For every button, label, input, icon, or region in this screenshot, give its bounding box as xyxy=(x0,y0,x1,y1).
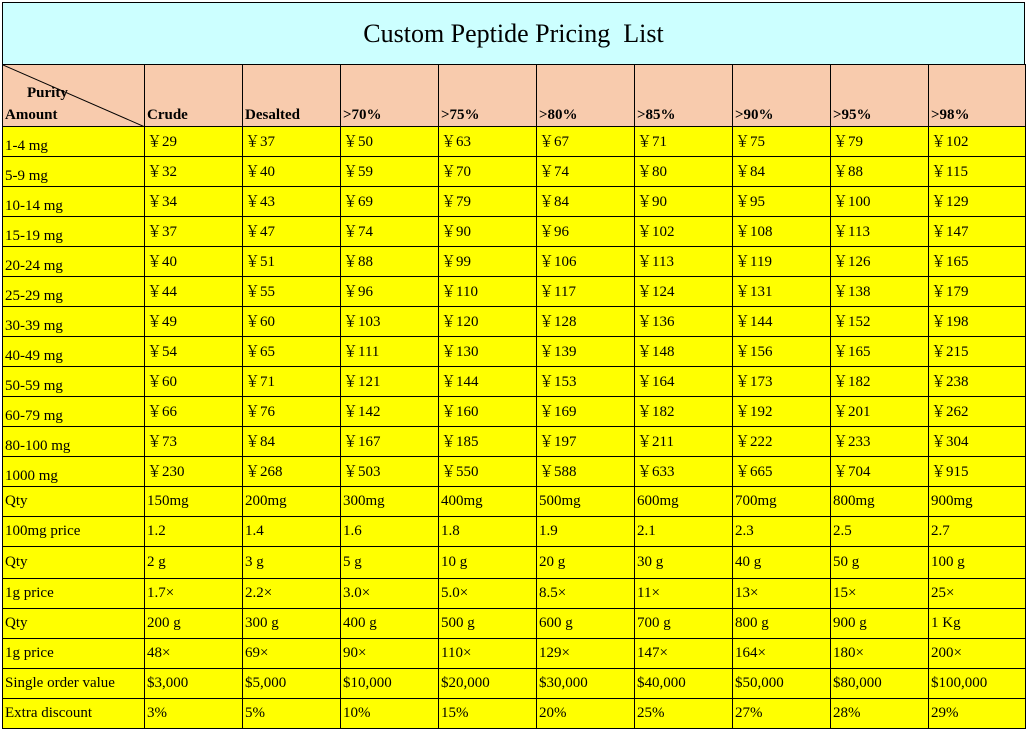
price-cell: ￥88 xyxy=(341,247,439,277)
price-cell: 600mg xyxy=(635,487,733,517)
price-cell: $10,000 xyxy=(341,669,439,699)
price-cell: ￥165 xyxy=(929,247,1026,277)
price-cell: ￥96 xyxy=(341,277,439,307)
price-cell: ￥71 xyxy=(635,127,733,157)
row-label: 60-79 mg xyxy=(3,397,145,427)
purity-axis-label: Purity xyxy=(27,85,68,101)
price-cell: ￥182 xyxy=(635,397,733,427)
column-header: >85% xyxy=(635,65,733,127)
price-cell: ￥136 xyxy=(635,307,733,337)
price-cell: $50,000 xyxy=(733,669,831,699)
price-cell: $40,000 xyxy=(635,669,733,699)
price-cell: 3 g xyxy=(243,547,341,579)
price-cell: 48× xyxy=(145,639,243,669)
price-cell: 30 g xyxy=(635,547,733,579)
price-cell: ￥222 xyxy=(733,427,831,457)
price-cell: 600 g xyxy=(537,609,635,639)
price-cell: ￥84 xyxy=(243,427,341,457)
price-cell: ￥262 xyxy=(929,397,1026,427)
price-cell: ￥201 xyxy=(831,397,929,427)
row-label: 25-29 mg xyxy=(3,277,145,307)
price-cell: ￥66 xyxy=(145,397,243,427)
price-cell: ￥164 xyxy=(635,367,733,397)
price-cell: 500 g xyxy=(439,609,537,639)
price-cell: ￥121 xyxy=(341,367,439,397)
price-cell: 1.4 xyxy=(243,517,341,547)
price-cell: 25× xyxy=(929,579,1026,609)
price-cell: $80,000 xyxy=(831,669,929,699)
price-cell: 3% xyxy=(145,699,243,729)
price-cell: 13× xyxy=(733,579,831,609)
price-cell: 200mg xyxy=(243,487,341,517)
column-header: >70% xyxy=(341,65,439,127)
price-cell: ￥197 xyxy=(537,427,635,457)
price-cell: ￥165 xyxy=(831,337,929,367)
price-cell: 110× xyxy=(439,639,537,669)
price-cell: 800 g xyxy=(733,609,831,639)
price-cell: ￥111 xyxy=(341,337,439,367)
price-cell: ￥50 xyxy=(341,127,439,157)
row-label: 100mg price xyxy=(3,517,145,547)
price-cell: 2.2× xyxy=(243,579,341,609)
price-cell: ￥40 xyxy=(243,157,341,187)
summary-row xyxy=(3,609,1026,639)
price-cell: 700mg xyxy=(733,487,831,517)
sheet-title: Custom Peptide Pricing List xyxy=(2,2,1025,64)
price-cell: 90× xyxy=(341,639,439,669)
price-row xyxy=(3,127,1026,157)
price-cell: ￥88 xyxy=(831,157,929,187)
price-cell: ￥106 xyxy=(537,247,635,277)
price-cell: ￥96 xyxy=(537,217,635,247)
price-cell: 5 g xyxy=(341,547,439,579)
column-header: >80% xyxy=(537,65,635,127)
price-cell: ￥665 xyxy=(733,457,831,487)
price-cell: 300 g xyxy=(243,609,341,639)
price-cell: ￥113 xyxy=(635,247,733,277)
price-cell: $20,000 xyxy=(439,669,537,699)
price-cell: ￥129 xyxy=(929,187,1026,217)
price-cell: ￥84 xyxy=(733,157,831,187)
price-cell: 900mg xyxy=(929,487,1026,517)
price-cell: 15% xyxy=(439,699,537,729)
column-header: >75% xyxy=(439,65,537,127)
price-cell: ￥156 xyxy=(733,337,831,367)
price-cell: 164× xyxy=(733,639,831,669)
price-cell: ￥44 xyxy=(145,277,243,307)
price-cell: ￥139 xyxy=(537,337,635,367)
price-cell: ￥75 xyxy=(733,127,831,157)
price-cell: ￥704 xyxy=(831,457,929,487)
price-cell: ￥153 xyxy=(537,367,635,397)
row-label: 30-39 mg xyxy=(3,307,145,337)
price-cell: 3.0× xyxy=(341,579,439,609)
price-cell: 20% xyxy=(537,699,635,729)
price-cell: ￥131 xyxy=(733,277,831,307)
row-label: 40-49 mg xyxy=(3,337,145,367)
price-row xyxy=(3,187,1026,217)
row-label: 5-9 mg xyxy=(3,157,145,187)
price-cell: 2.5 xyxy=(831,517,929,547)
price-cell: 1.7× xyxy=(145,579,243,609)
price-cell: 28% xyxy=(831,699,929,729)
price-cell: ￥192 xyxy=(733,397,831,427)
price-cell: ￥84 xyxy=(537,187,635,217)
price-cell: 40 g xyxy=(733,547,831,579)
price-cell: 400mg xyxy=(439,487,537,517)
price-cell: ￥124 xyxy=(635,277,733,307)
pricing-table xyxy=(2,64,1026,729)
price-cell: ￥102 xyxy=(635,217,733,247)
price-cell: 2.1 xyxy=(635,517,733,547)
price-cell: 700 g xyxy=(635,609,733,639)
price-cell: ￥211 xyxy=(635,427,733,457)
price-cell: ￥51 xyxy=(243,247,341,277)
price-cell: ￥67 xyxy=(537,127,635,157)
price-cell: ￥32 xyxy=(145,157,243,187)
price-cell: ￥503 xyxy=(341,457,439,487)
price-cell: ￥100 xyxy=(831,187,929,217)
price-row xyxy=(3,397,1026,427)
price-cell: ￥117 xyxy=(537,277,635,307)
price-cell: ￥37 xyxy=(145,217,243,247)
price-cell: 8.5× xyxy=(537,579,635,609)
price-cell: 2.3 xyxy=(733,517,831,547)
price-cell: 27% xyxy=(733,699,831,729)
price-cell: ￥110 xyxy=(439,277,537,307)
price-cell: ￥99 xyxy=(439,247,537,277)
price-cell: $5,000 xyxy=(243,669,341,699)
price-cell: ￥215 xyxy=(929,337,1026,367)
price-cell: ￥74 xyxy=(341,217,439,247)
price-cell: ￥80 xyxy=(635,157,733,187)
price-cell: 1.8 xyxy=(439,517,537,547)
price-cell: 180× xyxy=(831,639,929,669)
summary-row xyxy=(3,517,1026,547)
row-label: Qty xyxy=(3,487,145,517)
price-cell: ￥152 xyxy=(831,307,929,337)
price-cell: ￥182 xyxy=(831,367,929,397)
price-cell: ￥43 xyxy=(243,187,341,217)
price-cell: ￥90 xyxy=(635,187,733,217)
price-cell: ￥71 xyxy=(243,367,341,397)
price-cell: ￥79 xyxy=(439,187,537,217)
price-cell: ￥102 xyxy=(929,127,1026,157)
column-header: Desalted xyxy=(243,65,341,127)
price-cell: 1 Kg xyxy=(929,609,1026,639)
price-row xyxy=(3,427,1026,457)
price-row xyxy=(3,337,1026,367)
amount-axis-label: Amount xyxy=(5,107,58,123)
price-cell: ￥304 xyxy=(929,427,1026,457)
price-cell: ￥73 xyxy=(145,427,243,457)
row-label: 1-4 mg xyxy=(3,127,145,157)
price-cell: ￥185 xyxy=(439,427,537,457)
price-cell: ￥76 xyxy=(243,397,341,427)
price-cell: ￥167 xyxy=(341,427,439,457)
price-cell: ￥144 xyxy=(439,367,537,397)
price-cell: ￥119 xyxy=(733,247,831,277)
price-cell: 25% xyxy=(635,699,733,729)
price-cell: ￥633 xyxy=(635,457,733,487)
price-cell: ￥550 xyxy=(439,457,537,487)
price-cell: ￥70 xyxy=(439,157,537,187)
pricing-sheet xyxy=(2,2,1025,729)
price-cell: 900 g xyxy=(831,609,929,639)
price-row xyxy=(3,307,1026,337)
price-cell: ￥65 xyxy=(243,337,341,367)
price-cell: ￥198 xyxy=(929,307,1026,337)
summary-row xyxy=(3,579,1026,609)
price-cell: ￥915 xyxy=(929,457,1026,487)
price-cell: $100,000 xyxy=(929,669,1026,699)
price-cell: 400 g xyxy=(341,609,439,639)
row-label: Single order value xyxy=(3,669,145,699)
price-cell: ￥34 xyxy=(145,187,243,217)
price-cell: 2.7 xyxy=(929,517,1026,547)
summary-row xyxy=(3,547,1026,579)
price-cell: ￥169 xyxy=(537,397,635,427)
price-cell: ￥40 xyxy=(145,247,243,277)
price-cell: ￥55 xyxy=(243,277,341,307)
summary-row xyxy=(3,699,1026,729)
price-cell: ￥29 xyxy=(145,127,243,157)
price-cell: ￥69 xyxy=(341,187,439,217)
price-cell: ￥63 xyxy=(439,127,537,157)
price-cell: ￥95 xyxy=(733,187,831,217)
price-row xyxy=(3,247,1026,277)
price-row xyxy=(3,277,1026,307)
price-cell: 800mg xyxy=(831,487,929,517)
price-cell: ￥148 xyxy=(635,337,733,367)
price-cell: ￥147 xyxy=(929,217,1026,247)
row-label: Extra discount xyxy=(3,699,145,729)
price-cell: ￥90 xyxy=(439,217,537,247)
price-row xyxy=(3,367,1026,397)
price-cell: ￥60 xyxy=(243,307,341,337)
price-cell: 1.9 xyxy=(537,517,635,547)
price-cell: 147× xyxy=(635,639,733,669)
price-cell: ￥60 xyxy=(145,367,243,397)
price-cell: ￥238 xyxy=(929,367,1026,397)
price-cell: ￥103 xyxy=(341,307,439,337)
row-label: 1g price xyxy=(3,639,145,669)
row-label: 15-19 mg xyxy=(3,217,145,247)
price-cell: ￥120 xyxy=(439,307,537,337)
summary-row xyxy=(3,639,1026,669)
row-label: 80-100 mg xyxy=(3,427,145,457)
row-label: 1000 mg xyxy=(3,457,145,487)
price-cell: ￥126 xyxy=(831,247,929,277)
price-cell: 1.2 xyxy=(145,517,243,547)
price-cell: ￥54 xyxy=(145,337,243,367)
price-cell: ￥128 xyxy=(537,307,635,337)
price-cell: ￥233 xyxy=(831,427,929,457)
price-cell: 10% xyxy=(341,699,439,729)
price-cell: ￥47 xyxy=(243,217,341,247)
price-cell: ￥144 xyxy=(733,307,831,337)
price-cell: 5.0× xyxy=(439,579,537,609)
column-header: Crude xyxy=(145,65,243,127)
price-cell: ￥59 xyxy=(341,157,439,187)
price-cell: ￥115 xyxy=(929,157,1026,187)
price-cell: 150mg xyxy=(145,487,243,517)
price-cell: 29% xyxy=(929,699,1026,729)
price-cell: 11× xyxy=(635,579,733,609)
column-header: >98% xyxy=(929,65,1026,127)
price-cell: 200× xyxy=(929,639,1026,669)
row-label: 1g price xyxy=(3,579,145,609)
price-cell: 200 g xyxy=(145,609,243,639)
row-label: 20-24 mg xyxy=(3,247,145,277)
summary-row xyxy=(3,487,1026,517)
price-cell: $3,000 xyxy=(145,669,243,699)
price-row xyxy=(3,457,1026,487)
corner-header-cell xyxy=(3,65,145,127)
price-cell: 10 g xyxy=(439,547,537,579)
price-cell: $30,000 xyxy=(537,669,635,699)
summary-row xyxy=(3,669,1026,699)
price-cell: 50 g xyxy=(831,547,929,579)
price-cell: ￥230 xyxy=(145,457,243,487)
row-label: 10-14 mg xyxy=(3,187,145,217)
price-cell: 5% xyxy=(243,699,341,729)
row-label: Qty xyxy=(3,547,145,579)
price-cell: ￥108 xyxy=(733,217,831,247)
price-cell: ￥160 xyxy=(439,397,537,427)
price-cell: ￥179 xyxy=(929,277,1026,307)
price-cell: 129× xyxy=(537,639,635,669)
price-cell: ￥138 xyxy=(831,277,929,307)
price-cell: ￥588 xyxy=(537,457,635,487)
price-cell: ￥74 xyxy=(537,157,635,187)
header-row xyxy=(3,65,1026,127)
column-header: >90% xyxy=(733,65,831,127)
row-label: Qty xyxy=(3,609,145,639)
price-cell: 69× xyxy=(243,639,341,669)
price-cell: 2 g xyxy=(145,547,243,579)
price-row xyxy=(3,157,1026,187)
column-header: >95% xyxy=(831,65,929,127)
price-cell: ￥49 xyxy=(145,307,243,337)
price-cell: ￥79 xyxy=(831,127,929,157)
row-label: 50-59 mg xyxy=(3,367,145,397)
price-cell: 100 g xyxy=(929,547,1026,579)
price-cell: 300mg xyxy=(341,487,439,517)
price-cell: ￥113 xyxy=(831,217,929,247)
price-row xyxy=(3,217,1026,247)
price-cell: 500mg xyxy=(537,487,635,517)
price-cell: 20 g xyxy=(537,547,635,579)
price-cell: ￥37 xyxy=(243,127,341,157)
price-cell: ￥130 xyxy=(439,337,537,367)
price-cell: ￥173 xyxy=(733,367,831,397)
price-cell: ￥268 xyxy=(243,457,341,487)
price-cell: 1.6 xyxy=(341,517,439,547)
price-cell: 15× xyxy=(831,579,929,609)
price-cell: ￥142 xyxy=(341,397,439,427)
